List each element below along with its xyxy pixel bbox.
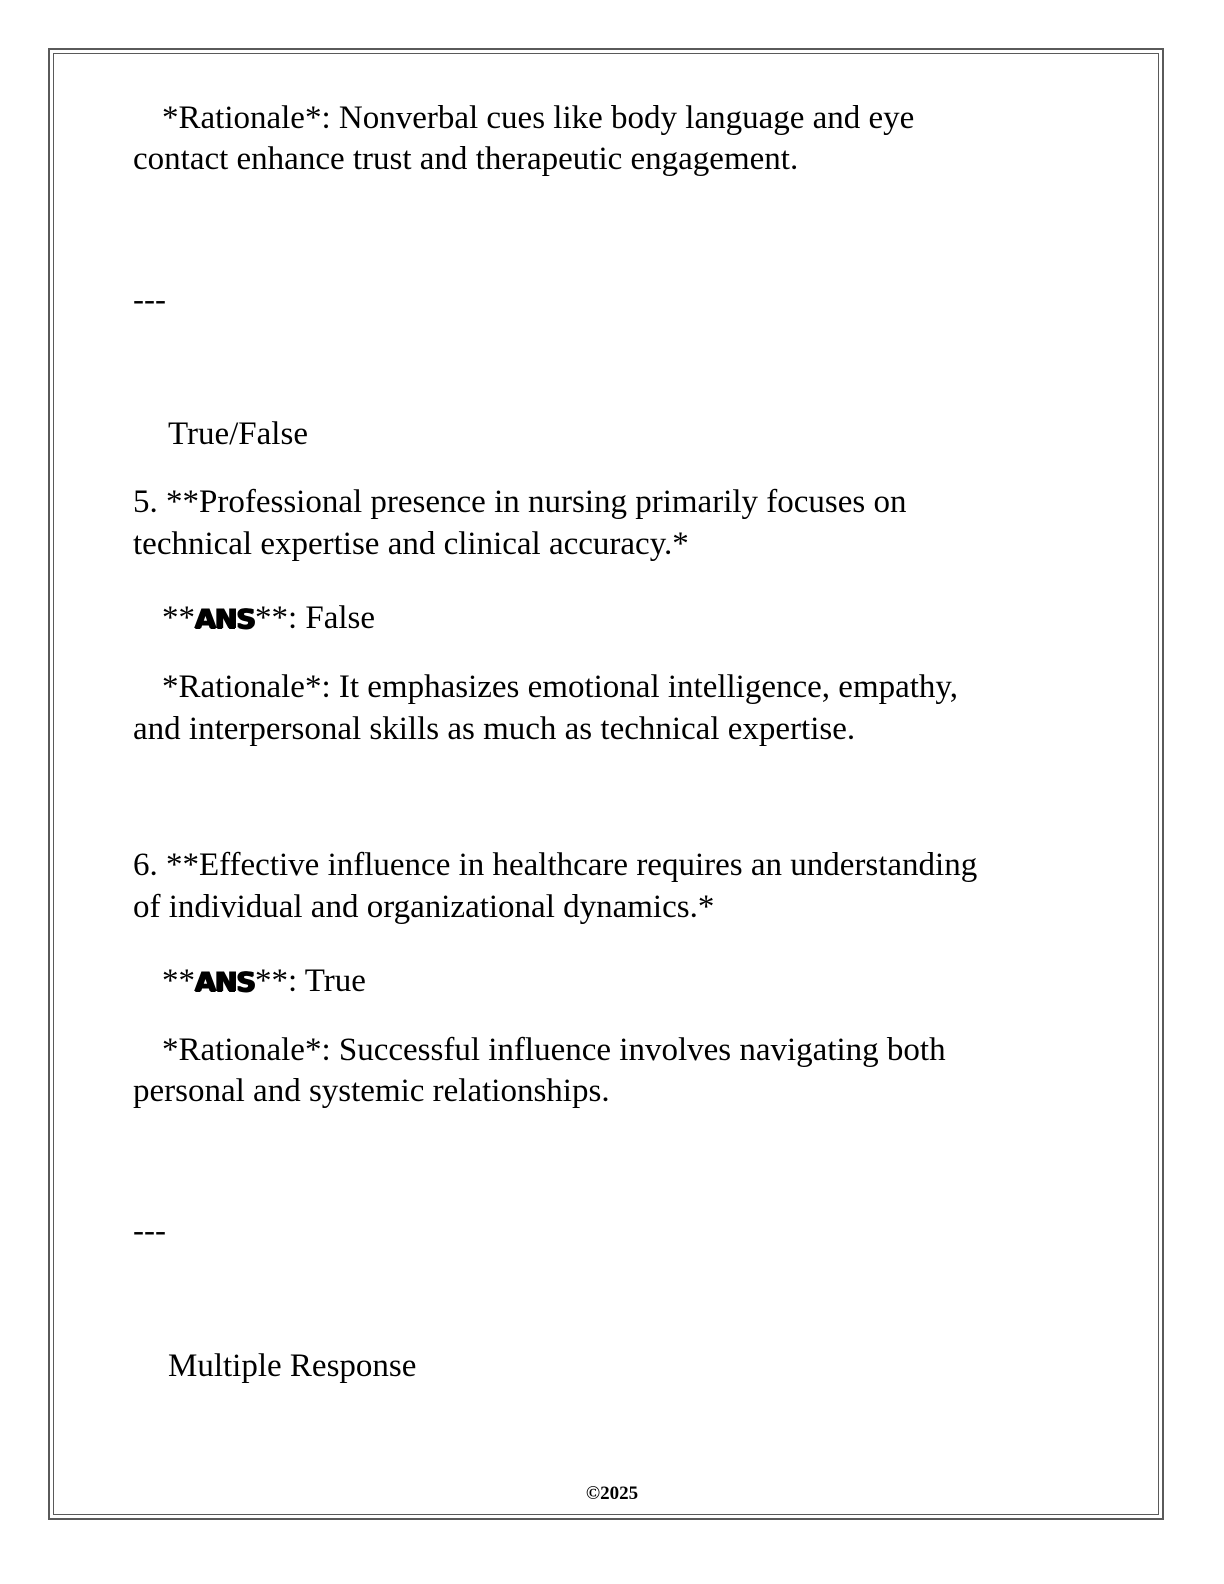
section-heading-multiple-response: Multiple Response	[168, 1348, 417, 1384]
question-6-rationale-line-2: personal and systemic relationships.	[133, 1073, 610, 1109]
separator-2: ---	[133, 1213, 166, 1249]
rationale-prev-line-1: *Rationale*: Nonverbal cues like body language and eye	[162, 100, 915, 136]
footer-copyright: ©2025	[585, 1483, 639, 1504]
answer-prefix: **	[162, 963, 195, 999]
question-5-answer	[162, 598, 375, 640]
separator-1: ---	[133, 282, 166, 318]
question-6-answer	[162, 961, 366, 1003]
answer-label: ANS	[195, 967, 255, 998]
question-6-rationale-line-1: *Rationale*: Successful influence involves navigating both	[162, 1032, 946, 1068]
answer-label: ANS	[195, 604, 255, 635]
question-5-line-2: technical expertise and clinical accuracy.*	[133, 526, 689, 562]
question-5-rationale-line-2: and interpersonal skills as much as technical expertise.	[133, 711, 856, 747]
answer-value: **: False	[254, 600, 376, 636]
question-6-line-1: 6. **Effective influence in healthcare requires an understanding	[133, 847, 978, 883]
section-heading-true-false: True/False	[168, 416, 308, 452]
answer-value: **: True	[254, 963, 366, 999]
page-border-inner	[53, 53, 1159, 1515]
rationale-prev-line-2: contact enhance trust and therapeutic engagement.	[133, 141, 799, 177]
question-5-line-1: 5. **Professional presence in nursing primarily focuses on	[133, 484, 907, 520]
question-5-rationale-line-1: *Rationale*: It emphasizes emotional intelligence, empathy,	[162, 669, 959, 705]
question-6-line-2: of individual and organizational dynamics.*	[133, 889, 715, 925]
answer-prefix: **	[162, 600, 195, 636]
